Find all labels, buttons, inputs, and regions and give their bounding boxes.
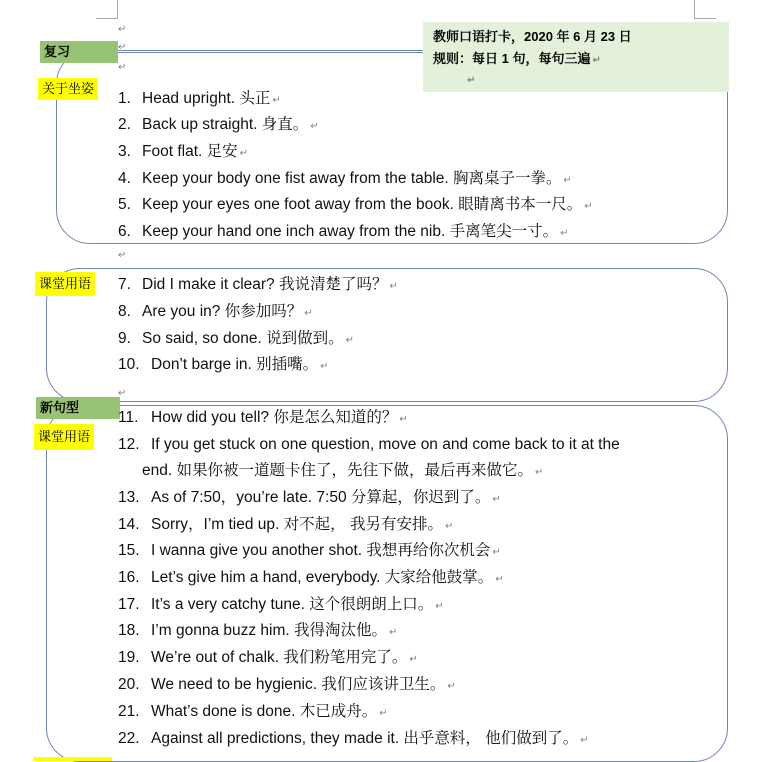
sentence-12: 12. If you get stuck on one question, move on and come back to it at the bbox=[118, 436, 620, 453]
sentence-14: 14. Sorry，I’m tied up. 对不起， 我另有安排。 ↵ bbox=[118, 516, 454, 533]
note-title: 教师口语打卡，2020 年 6 月 23 日 bbox=[433, 29, 632, 44]
crop-mark bbox=[694, 0, 695, 19]
connector-line bbox=[118, 52, 423, 53]
paragraph-mark: ↵ bbox=[118, 42, 127, 53]
paragraph-mark: ↵ bbox=[118, 388, 127, 399]
sentence-10: 10. Don’t barge in. 别插嘴。 ↵ bbox=[118, 356, 329, 373]
sentence-3: 3. Foot flat. 足安 ↵ bbox=[118, 143, 249, 160]
sentence-11: 11. How did you tell? 你是怎么知道的？ ↵ bbox=[118, 409, 408, 426]
posture-tag: 关于坐姿 bbox=[38, 78, 98, 100]
sentence-9: 9. So said, so done. 说到做到。 ↵ bbox=[118, 330, 354, 347]
sentence-19: 19. We’re out of chalk. 我们粉笔用完了。 ↵ bbox=[118, 649, 418, 666]
new-pattern-tag: 新句型 bbox=[36, 397, 120, 419]
paragraph-mark: ↵ bbox=[118, 24, 127, 35]
sentence-13: 13. As of 7:50，you’re late. 7:50 分算起，你迟到了。 ↵ bbox=[118, 489, 501, 506]
sentence-21: 21. What’s done is done. 木已成舟。 ↵ bbox=[118, 703, 388, 720]
crop-mark bbox=[117, 0, 118, 19]
sentence-12-cont: end. 如果你被一道题卡住了，先往下做，最后再来做它。 ↵ bbox=[142, 462, 544, 479]
paragraph-mark: ↵ bbox=[467, 75, 476, 86]
classroom-tag: 课堂用语 bbox=[35, 272, 95, 296]
sentence-6: 6. Keep your hand one inch away from the nib. 手离笔尖一寸。 ↵ bbox=[118, 223, 569, 240]
sentence-8: 8. Are you in? 你参加吗？ ↵ bbox=[118, 303, 313, 320]
crop-mark bbox=[694, 18, 716, 19]
sentence-16: 16. Let’s give him a hand, everybody. 大家给他鼓掌。 ↵ bbox=[118, 569, 504, 586]
classroom-tag-2: 课堂用语 bbox=[34, 424, 94, 450]
review-tag: 复习 bbox=[40, 41, 118, 63]
note-rule: 规则：每日 1 句，每句三遍 ↵ bbox=[433, 51, 601, 66]
sentence-7: 7. Did I make it clear? 我说清楚了吗？ ↵ bbox=[118, 276, 398, 293]
sentence-4: 4. Keep your body one fist away from the table. 胸离桌子一拳。 ↵ bbox=[118, 170, 572, 187]
sentence-2: 2. Back up straight. 身直。 ↵ bbox=[118, 116, 319, 133]
sentence-18: 18. I’m gonna buzz him. 我得淘汰他。 ↵ bbox=[118, 622, 398, 639]
sentence-5: 5. Keep your eyes one foot away from the book. 眼睛离书本一尺。 ↵ bbox=[118, 196, 593, 213]
daily-note bbox=[423, 22, 729, 92]
crop-mark bbox=[96, 18, 118, 19]
sentence-1: 1. Head upright. 头正 ↵ bbox=[118, 90, 281, 107]
sentence-17: 17. It’s a very catchy tune. 这个很朗朗上口。 ↵ bbox=[118, 596, 444, 613]
sentence-15: 15. I wanna give you another shot. 我想再给你次机会 ↵ bbox=[118, 542, 501, 559]
sentence-22: 22. Against all predictions, they made it. 出乎意料， 他们做到了。 ↵ bbox=[118, 730, 589, 747]
paragraph-mark: ↵ bbox=[118, 250, 127, 261]
bottom-tag bbox=[34, 757, 112, 761]
paragraph-mark: ↵ bbox=[118, 62, 127, 73]
sentence-20: 20. We need to be hygienic. 我们应该讲卫生。 ↵ bbox=[118, 676, 456, 693]
